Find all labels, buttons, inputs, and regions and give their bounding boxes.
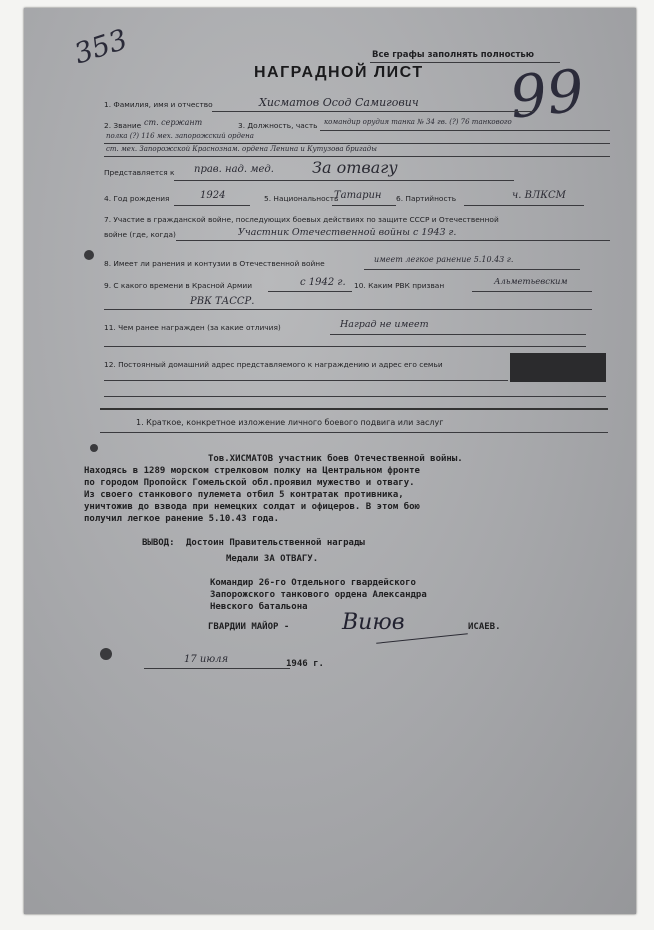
conclusion-text: Достоин Правительственной награды bbox=[186, 538, 365, 548]
narrative-line: уничтожив до взвода при немецких солдат и офицеров. В этом бою bbox=[84, 502, 420, 512]
field-8-label: 8. Имеет ли ранения и контузии в Отечественной войне bbox=[104, 259, 325, 268]
award-sheet bbox=[24, 8, 636, 914]
field-12-label: 12. Постоянный домашний адрес представляемого к награждению и адрес его семьи bbox=[104, 360, 443, 369]
fill-all-note: Все графы заполнять полностью bbox=[372, 50, 535, 60]
field-7-label-1: 7. Участие в гражданской войне, последующих боевых действиях по защите СССР и Отечественной bbox=[104, 215, 499, 224]
punch-hole bbox=[90, 444, 98, 452]
big-ink-number: 99 bbox=[506, 56, 588, 132]
date-year: 1946 г. bbox=[286, 659, 324, 669]
narrative-line: по городом Пропойск Гомельской обл.проявил мужество и отвагу. bbox=[84, 478, 415, 488]
field-2-value: ст. сержант bbox=[144, 118, 203, 127]
narrative-line: получил легкое ранение 5.10.43 года. bbox=[84, 514, 280, 524]
signature: Виюв bbox=[342, 610, 405, 635]
medal-line: Медали ЗА ОТВАГУ. bbox=[226, 554, 319, 564]
field-4-value: 1924 bbox=[200, 190, 226, 201]
commander-rank: ГВАРДИИ МАЙОР - bbox=[208, 622, 290, 632]
narrative-line: Тов.ХИСМАТОВ участник боев Отечественной войны. bbox=[208, 454, 463, 464]
date-handwritten: 17 июля bbox=[184, 654, 229, 665]
field-3-value-2: полка (?) 116 мех. запорожский ордена bbox=[106, 132, 254, 140]
commander-line: Запорожского танкового ордена Александра bbox=[210, 590, 427, 600]
medal-value: За отвагу bbox=[312, 158, 398, 177]
field-3-value-1: командир орудия танка № 34 гв. (?) 76 танкового bbox=[324, 118, 512, 126]
narrative-line: Находясь в 1289 морском стрелковом полку на Центральном фронте bbox=[84, 466, 420, 476]
commander-line: Командир 26-го Отдельного гвардейского bbox=[210, 578, 416, 588]
redacted-address bbox=[510, 353, 606, 382]
field-6-label: 6. Партийность bbox=[396, 194, 457, 203]
presented-label: Представляется к bbox=[104, 168, 175, 177]
commander-line: Невского батальона bbox=[210, 602, 308, 612]
presented-value: прав. над. мед. bbox=[194, 164, 274, 175]
field-1-value: Хисматов Осод Самигович bbox=[259, 96, 419, 109]
field-10-value-1: Альметьевским bbox=[494, 277, 568, 287]
field-5-label: 5. Национальность bbox=[264, 194, 339, 203]
commander-surname: ИСАЕВ. bbox=[468, 622, 501, 632]
narrative-line: Из своего станкового пулемета отбил 5 контратак противника, bbox=[84, 490, 404, 500]
field-7-value: Участник Отечественной войны с 1943 г. bbox=[238, 227, 457, 238]
punch-hole bbox=[84, 250, 94, 260]
section-1-heading: 1. Краткое, конкретное изложение личного боевого подвига или заслуг bbox=[136, 418, 444, 427]
field-1-label: 1. Фамилия, имя и отчество bbox=[104, 100, 213, 109]
field-10-value-2: РВК ТАССР. bbox=[190, 296, 255, 307]
conclusion-label: ВЫВОД: bbox=[142, 538, 175, 548]
field-6-value: ч. ВЛКСМ bbox=[512, 190, 566, 201]
field-4-label: 4. Год рождения bbox=[104, 194, 170, 203]
field-9-label: 9. С какого времени в Красной Армии bbox=[104, 281, 253, 290]
field-3-value-3: ст. мех. Запорожской Краснознам. ордена Ленина и Кутузова бригады bbox=[106, 145, 377, 153]
field-8-value: имеет легкое ранение 5.10.43 г. bbox=[374, 255, 514, 264]
field-11-value: Наград не имеет bbox=[340, 319, 429, 330]
field-9-value: с 1942 г. bbox=[300, 277, 346, 288]
field-11-label: 11. Чем ранее награжден (за какие отличия) bbox=[104, 323, 281, 332]
ink-number: 353 bbox=[70, 22, 132, 71]
page-title: НАГРАДНОЙ ЛИСТ bbox=[254, 64, 424, 81]
field-10-label: 10. Каким РВК призван bbox=[354, 281, 445, 290]
punch-hole bbox=[100, 648, 112, 660]
field-5-value: Татарин bbox=[334, 190, 382, 201]
field-7-label-2: войне (где, когда) bbox=[104, 230, 176, 239]
field-3-label: 3. Должность, часть bbox=[238, 121, 318, 130]
field-2-label: 2. Звание bbox=[104, 121, 142, 130]
